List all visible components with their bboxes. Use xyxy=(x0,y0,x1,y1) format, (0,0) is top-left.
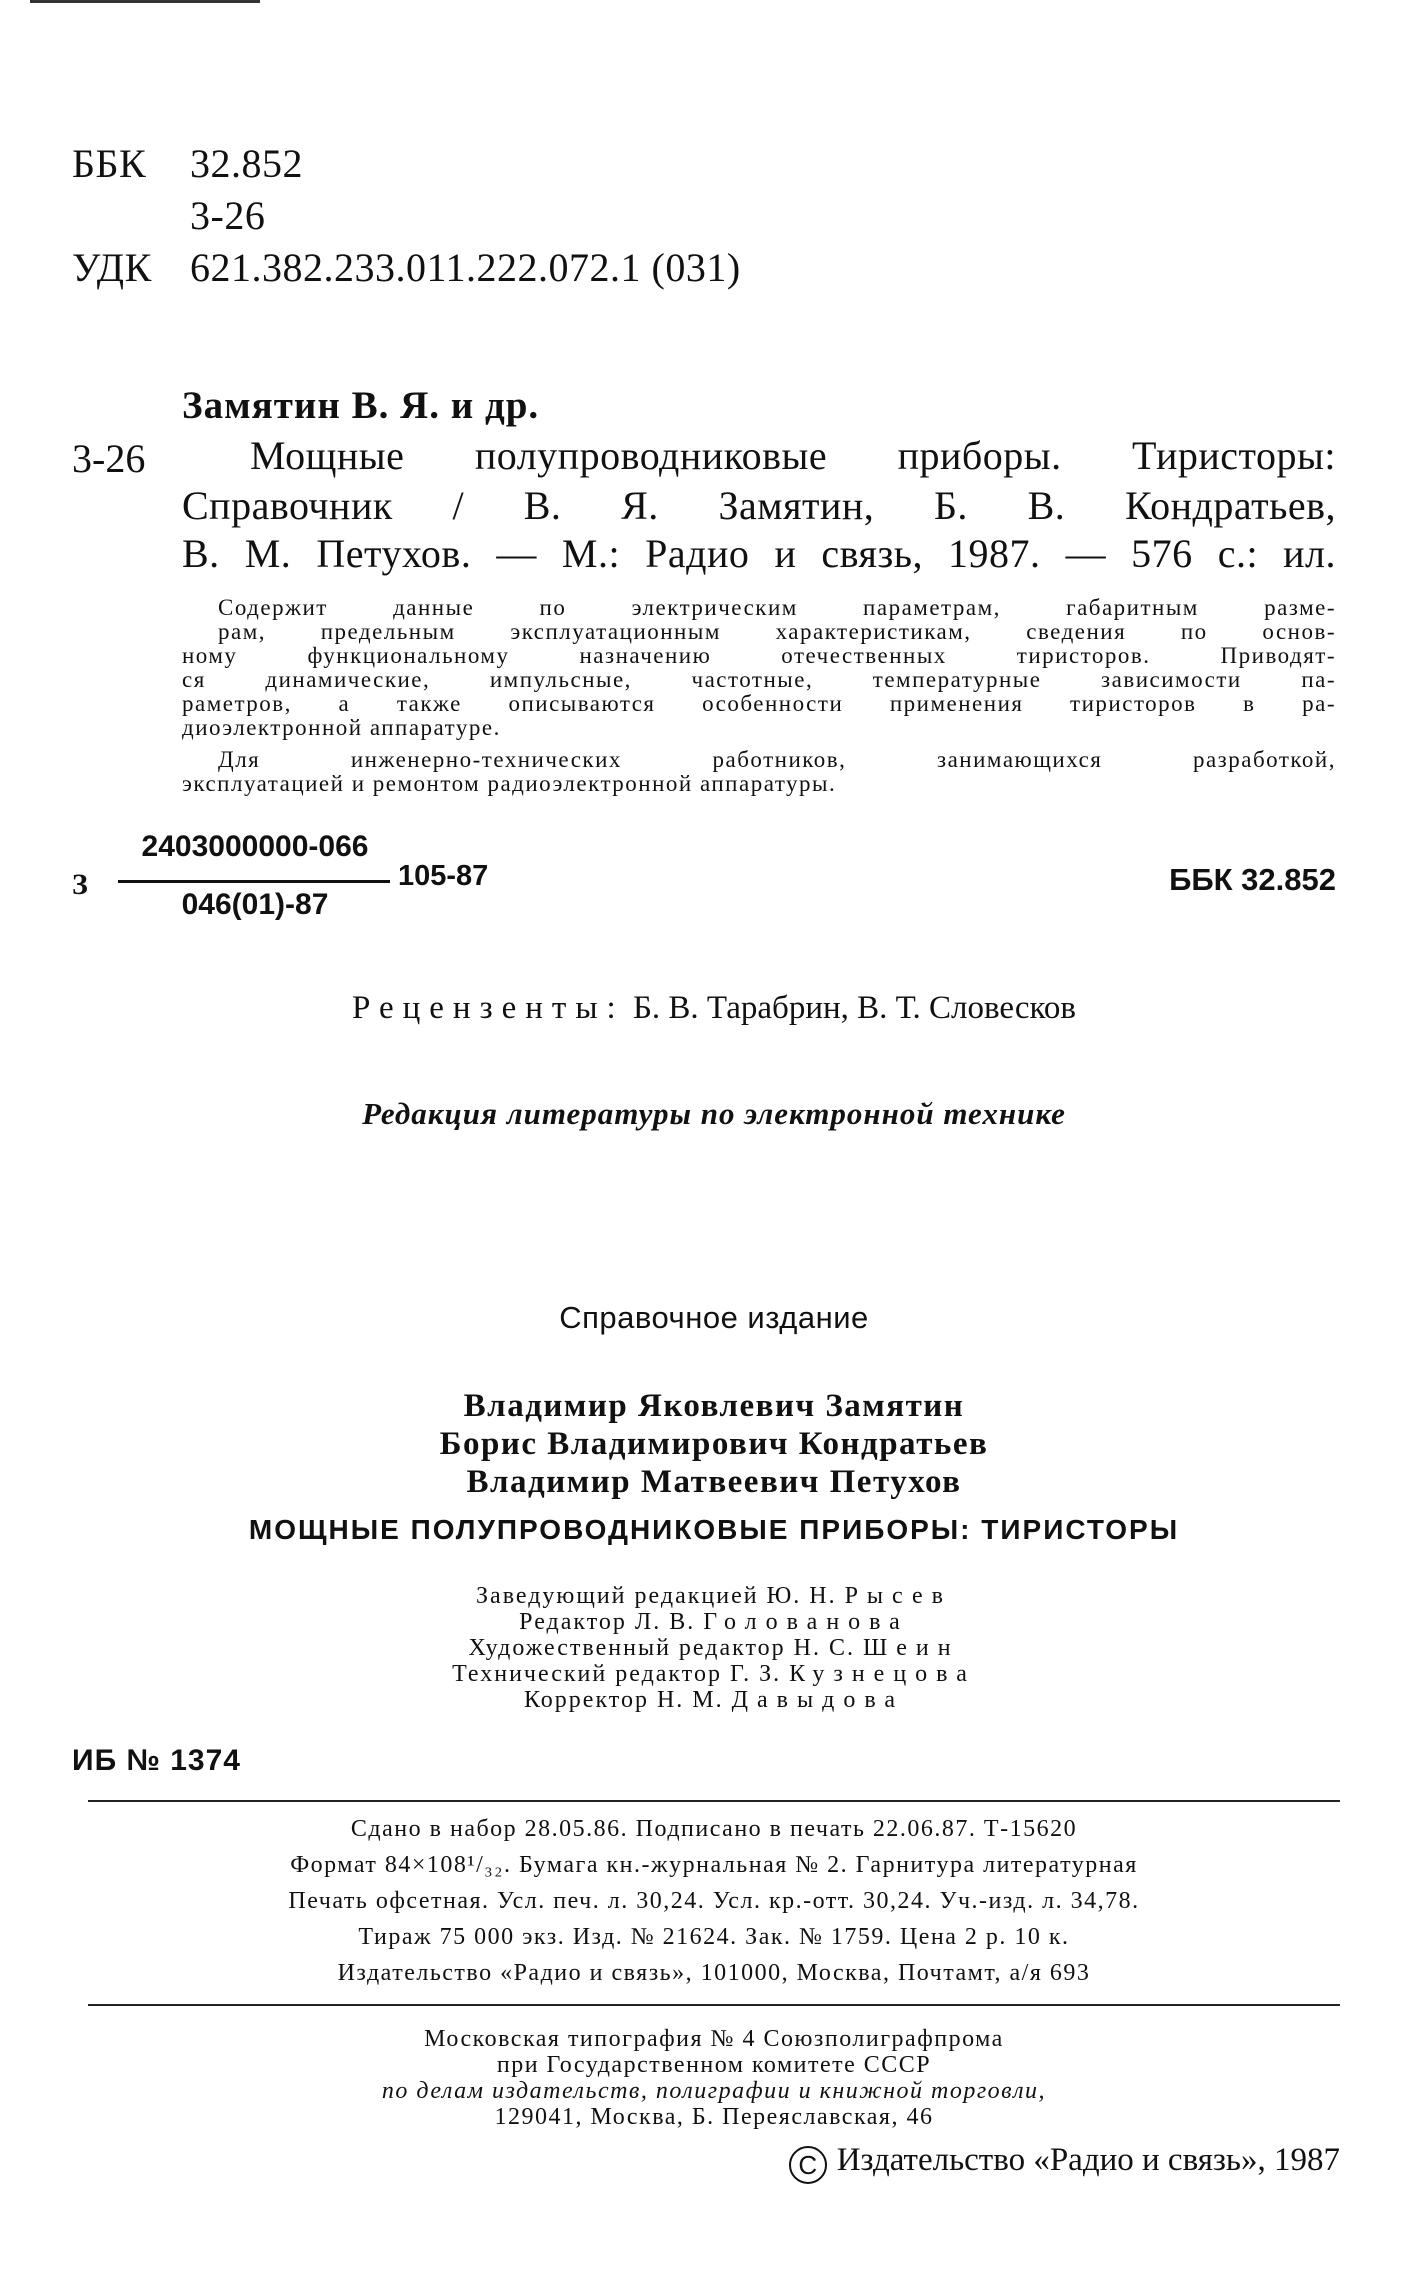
copyright-text: Издательство «Радио и связь», 1987 xyxy=(836,2142,1340,2178)
title-line-3: В. М. Петухов. — М.: Радио и связь, 1987. — 576 с.: ил. xyxy=(182,531,1336,576)
bbk-value: 32.852 xyxy=(190,141,303,186)
credit-initials: Н. С. xyxy=(793,1635,855,1661)
printer-line: 129041, Москва, Б. Переяславская, 46 xyxy=(494,2104,934,2130)
credit-surname: Кузнецова xyxy=(789,1661,976,1687)
credit-initials: Ю. Н. xyxy=(766,1583,837,1609)
credit-role: Технический редактор xyxy=(452,1661,722,1687)
printer-line: Московская типография № 4 Союзполиграфпрома xyxy=(424,2026,1004,2052)
credit-role: Художественный редактор xyxy=(468,1635,786,1661)
bbk-label: ББК xyxy=(72,141,147,186)
classification-block xyxy=(72,138,741,294)
printer-line: по делам издательств, полиграфии и книжной торговли, xyxy=(381,2078,1047,2104)
divider-rule xyxy=(88,2004,1340,2006)
credit-role: Редактор xyxy=(519,1609,627,1635)
top-edge-rule xyxy=(30,0,260,3)
title-line-1: Мощные полупроводниковые приборы. Тиристоры: xyxy=(250,433,1336,478)
credit-role: Корректор xyxy=(523,1687,649,1713)
copyright-notice xyxy=(789,2142,1340,2184)
full-author-name: Борис Владимирович Кондратьев xyxy=(439,1426,989,1462)
reviewers-names: Б. В. Тарабрин, В. Т. Словесков xyxy=(632,990,1076,1026)
copyright-icon: C xyxy=(789,2146,827,2184)
editorial-department: Редакция литературы по электронной технике xyxy=(362,1096,1066,1131)
book-title-caps: МОЩНЫЕ ПОЛУПРОВОДНИКОВЫЕ ПРИБОРЫ: ТИРИСТОРЫ xyxy=(248,1514,1180,1545)
reviewers-label: Рецензенты: xyxy=(352,990,625,1026)
credit-line xyxy=(0,1687,1428,1713)
credit-initials: Г. З. xyxy=(729,1661,782,1687)
credit-initials: Н. М. xyxy=(656,1687,724,1713)
divider-rule xyxy=(88,1800,1340,1802)
credit-surname: Рысев xyxy=(844,1583,952,1609)
credit-surname: Голованова xyxy=(703,1609,909,1635)
reference-edition-label: Справочное издание xyxy=(559,1300,869,1335)
annotation-line: ся динамические, импульсные, частотные, температурные зависимости па- xyxy=(182,667,1336,692)
credit-role: Заведующий редакцией xyxy=(476,1583,759,1609)
annotation-line: раметров, а также описываются особенности применения тиристоров в ра- xyxy=(182,691,1336,716)
imprint-line: Формат 84×108¹/₃₂. Бумага кн.-журнальная № 2. Гарнитура литературная xyxy=(290,1852,1138,1878)
credit-line xyxy=(0,1609,1428,1635)
credit-initials: Л. В. xyxy=(634,1609,696,1635)
credit-line xyxy=(0,1661,1428,1687)
reviewers-line xyxy=(0,990,1428,1027)
isbn-bbk: ББК 32.852 xyxy=(1169,862,1336,897)
authors-heading: Замятин В. Я. и др. xyxy=(182,384,540,427)
printer-line: при Государственном комитете СССР xyxy=(496,2052,932,2078)
full-author-name: Владимир Яковлевич Замятин xyxy=(463,1388,965,1424)
ib-number: ИБ № 1374 xyxy=(72,1744,241,1777)
isbn-denominator: 046(01)-87 xyxy=(181,888,329,921)
annotation-line: Содержит данные по электрическим параметрам, габаритным разме- xyxy=(218,595,1336,620)
annotation-line: диоэлектронной аппаратуре. xyxy=(182,715,501,740)
udk-label: УДК xyxy=(72,245,152,290)
isbn-letter: З xyxy=(72,868,88,901)
annotation-line: эксплуатацией и ремонтом радиоэлектронной аппаратуры. xyxy=(182,771,837,796)
annotation-line: Для инженерно-технических работников, занимающихся разработкой, xyxy=(218,747,1336,772)
isbn-code: 105-87 xyxy=(398,860,489,892)
imprint-line: Сдано в набор 28.05.86. Подписано в печать 22.06.87. Т-15620 xyxy=(350,1816,1078,1842)
isbn-numerator: 2403000000-066 xyxy=(141,830,369,863)
credit-line xyxy=(0,1635,1428,1661)
annotation-line: рам, предельным эксплуатационным характеристикам, сведения по основ- xyxy=(218,619,1336,644)
udk-value: 621.382.233.011.222.072.1 (031) xyxy=(190,245,741,290)
title-line-2: Справочник / В. Я. Замятин, Б. В. Кондратьев, xyxy=(182,483,1336,528)
imprint-line: Издательство «Радио и связь», 101000, Москва, Почтамт, а/я 693 xyxy=(337,1960,1091,1986)
imprint-line: Печать офсетная. Усл. печ. л. 30,24. Усл. кр.-отт. 30,24. Уч.-изд. л. 34,78. xyxy=(288,1888,1140,1914)
catalog-code: 3-26 xyxy=(72,436,146,481)
author-mark: 3-26 xyxy=(190,193,266,238)
full-author-name: Владимир Матвеевич Петухов xyxy=(466,1464,962,1500)
imprint-line: Тираж 75 000 экз. Изд. № 21624. Зак. № 1759. Цена 2 р. 10 к. xyxy=(358,1924,1070,1950)
isbn-fraction-bar xyxy=(118,880,390,883)
credit-surname: Давыдова xyxy=(731,1687,904,1713)
annotation-line: ному функциональному назначению отечественных тиристоров. Приводят- xyxy=(182,643,1336,668)
credit-line xyxy=(0,1583,1428,1609)
credit-surname: Шеин xyxy=(862,1635,960,1661)
